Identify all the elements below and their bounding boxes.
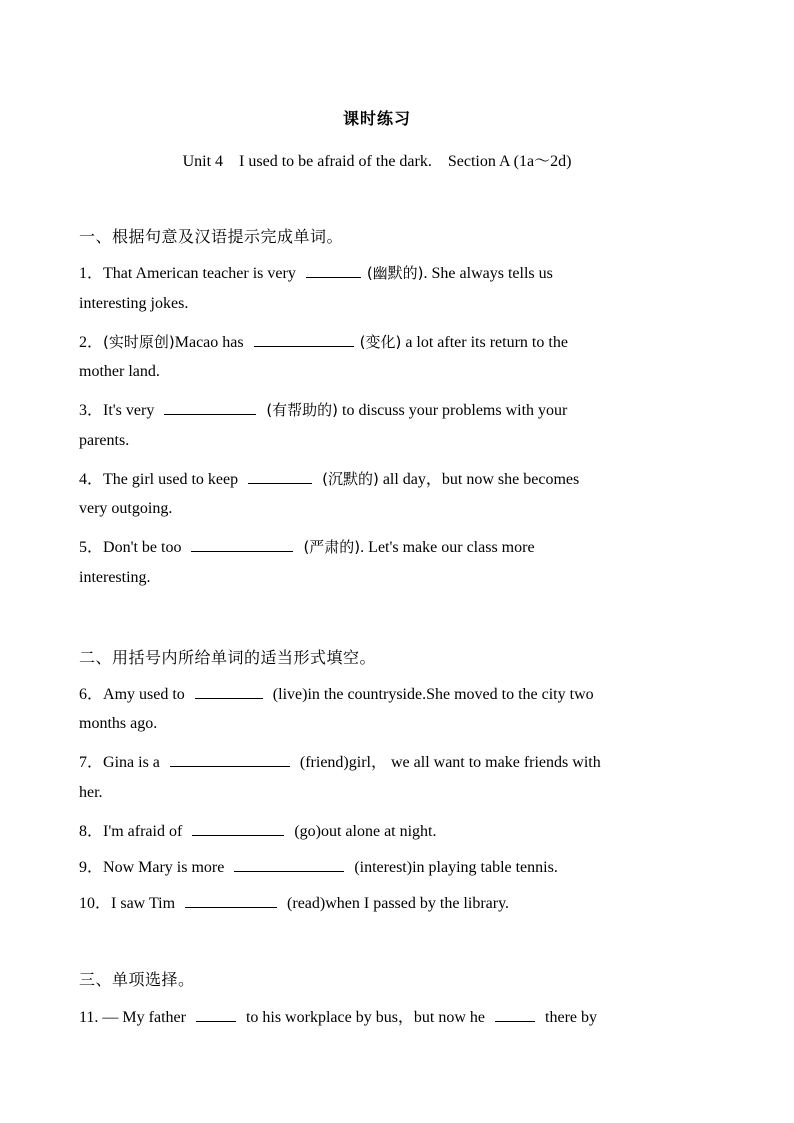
question-text-middle: to his workplace by bus，but now he	[245, 1009, 486, 1026]
question-10	[79, 890, 674, 913]
question-5-continued: interesting.	[79, 569, 151, 586]
question-3	[79, 397, 674, 420]
question-9	[79, 854, 674, 877]
question-number: 6．	[79, 686, 104, 703]
question-text-continued: . Let's make our class more	[360, 539, 535, 556]
answer-blank[interactable]	[196, 1009, 236, 1022]
question-text-continued: all day，but now she becomes	[382, 471, 580, 488]
question-1-continued: interesting jokes.	[79, 295, 189, 312]
question-hint: (interest)in playing table tennis.	[354, 859, 558, 876]
question-4-continued: very outgoing.	[79, 500, 173, 517]
question-text: It's very	[103, 402, 155, 419]
question-text: Don't be too	[103, 539, 182, 556]
answer-blank[interactable]	[254, 334, 354, 347]
question-11	[79, 1004, 674, 1027]
question-hint: (严肃的)	[303, 538, 361, 556]
question-hint: (friend)girl，	[299, 754, 387, 771]
answer-blank[interactable]	[195, 686, 263, 699]
question-number: 2．	[79, 334, 104, 351]
question-8	[79, 818, 674, 841]
question-text: Gina is a	[103, 754, 160, 771]
question-text: Macao has	[174, 334, 244, 351]
question-number: 8．	[79, 823, 104, 840]
section-heading-2: 二、用括号内所给单词的适当形式填空。	[79, 648, 377, 667]
question-7	[79, 749, 674, 772]
question-text-continued: the countryside.She moved to the city two	[323, 686, 594, 703]
question-5	[79, 534, 674, 557]
question-number: 9．	[79, 859, 104, 876]
question-hint: (变化)	[359, 333, 402, 351]
question-number: 1．	[79, 265, 104, 282]
answer-blank[interactable]	[170, 754, 290, 767]
question-text: Now Mary is more	[103, 859, 225, 876]
question-text: — My father	[102, 1009, 186, 1026]
question-2-continued: mother land.	[79, 363, 160, 380]
question-text-continued: a lot after its return to the	[405, 334, 568, 351]
question-number: 3．	[79, 402, 104, 419]
answer-blank[interactable]	[306, 265, 361, 278]
question-hint: (read)when I passed by the library.	[287, 895, 510, 912]
question-number: 5．	[79, 539, 104, 556]
question-number: 11.	[79, 1009, 99, 1026]
question-text: That American teacher is very	[103, 265, 296, 282]
answer-blank[interactable]	[234, 859, 344, 872]
question-hint: (go)out alone at night.	[294, 823, 437, 840]
question-number: 7．	[79, 754, 104, 771]
answer-blank[interactable]	[191, 539, 293, 552]
question-text-continued: there by	[545, 1009, 598, 1026]
answer-blank[interactable]	[185, 895, 277, 908]
question-2	[79, 329, 674, 352]
question-text-continued: we all want to make friends with	[390, 754, 601, 771]
section-heading-1: 一、根据句意及汉语提示完成单词。	[79, 227, 344, 246]
answer-blank[interactable]	[248, 471, 312, 484]
question-hint: (沉默的)	[322, 470, 379, 488]
section-heading-3: 三、单项选择。	[79, 970, 195, 989]
question-6-continued: months ago.	[79, 715, 158, 732]
page-title: 课时练习	[342, 111, 411, 128]
answer-blank[interactable]	[164, 402, 256, 415]
question-text-continued: . She always tells us	[423, 265, 553, 282]
question-source-tag: (实时原创)	[103, 333, 175, 351]
question-text: Amy used to	[103, 686, 185, 703]
question-3-continued: parents.	[79, 432, 130, 449]
answer-blank[interactable]	[192, 823, 284, 836]
question-6	[79, 681, 674, 704]
question-1	[79, 260, 674, 283]
question-number: 4．	[79, 471, 104, 488]
question-number: 10．	[79, 895, 112, 912]
question-text: The girl used to keep	[103, 471, 239, 488]
question-4	[79, 466, 674, 489]
question-hint: (有帮助的)	[266, 401, 339, 419]
question-text: I saw Tim	[111, 895, 176, 912]
question-7-continued: her.	[79, 784, 103, 801]
page-subtitle: Unit 4 I used to be afraid of the dark. Section A (1a～2d)	[182, 153, 572, 170]
answer-blank[interactable]	[495, 1009, 535, 1022]
question-hint: (live)in	[272, 686, 320, 703]
question-hint: (幽默的)	[366, 264, 424, 282]
question-text: I'm afraid of	[103, 823, 183, 840]
question-text-continued: to discuss your problems with your	[342, 402, 568, 419]
